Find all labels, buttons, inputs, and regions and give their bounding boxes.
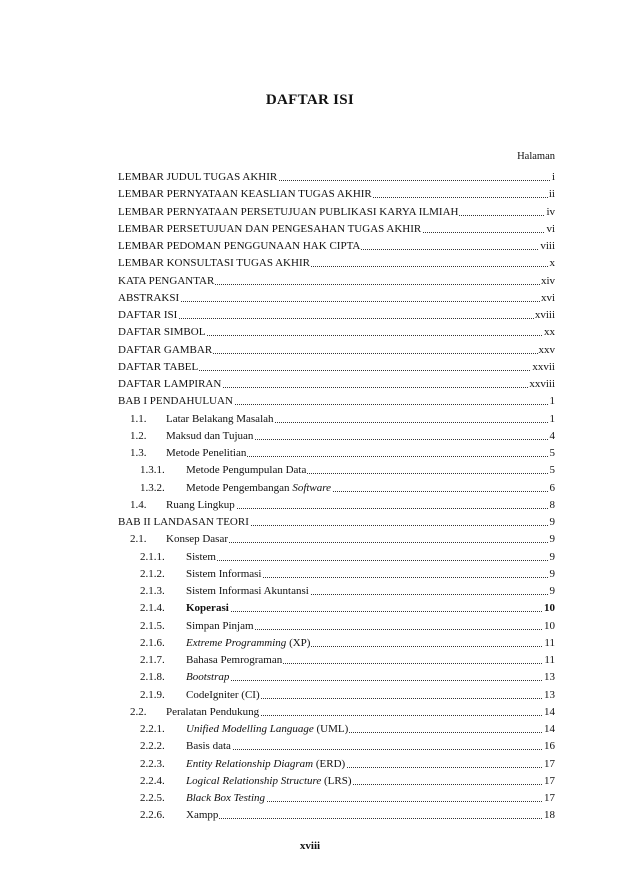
toc-entry-page: 8	[549, 498, 555, 511]
toc-entry	[0, 289, 620, 305]
toc-entry-page: vi	[546, 222, 555, 235]
toc-entry	[0, 806, 620, 822]
toc-entry-page: xviii	[534, 309, 555, 321]
toc-entry-page: 16	[544, 740, 555, 753]
toc-entry-page: 14	[544, 723, 555, 735]
toc-entry-page: xxvii	[532, 360, 555, 373]
toc-entry	[0, 789, 620, 805]
toc-entry-page: 5	[549, 447, 555, 459]
toc-entry-title: DAFTAR SIMBOL	[118, 326, 206, 339]
toc-entry-title: Bahasa Pemrograman	[186, 654, 283, 666]
toc-entry	[0, 686, 620, 702]
toc-entry	[0, 530, 620, 546]
toc-entry-title: Metode Pengumpulan Data	[186, 464, 307, 477]
toc-entry	[0, 341, 620, 357]
toc-entry-number: 1.3.	[130, 447, 147, 459]
toc-entry-page: 9	[549, 585, 555, 597]
toc-entry-number: 2.2.3.	[140, 757, 165, 770]
toc-entry-number: 2.2.5.	[140, 792, 165, 804]
toc-entry-page: 11	[544, 654, 555, 666]
toc-entry	[0, 427, 620, 443]
toc-entry-page: 13	[544, 671, 555, 684]
toc-entry	[0, 375, 620, 391]
toc-entry	[0, 513, 620, 529]
toc-entry-number: 1.3.1.	[140, 464, 165, 477]
toc-entry-number: 1.3.2.	[140, 481, 165, 494]
toc-entry-title: Konsep Dasar	[166, 533, 229, 546]
toc-entry-page: 13	[544, 688, 555, 701]
toc-entry-title: Sistem Informasi	[186, 567, 262, 580]
toc-entry-page: x	[549, 257, 555, 270]
toc-entry-title: BAB II LANDASAN TEORI	[118, 516, 249, 528]
toc-entry	[0, 272, 620, 288]
toc-entry-title: Ruang Lingkup	[166, 498, 235, 511]
toc-entry-page: 9	[549, 516, 555, 528]
toc-entry	[0, 651, 620, 667]
toc-entry-title: DAFTAR LAMPIRAN	[118, 378, 222, 390]
toc-entry-page: xiv	[540, 274, 555, 287]
toc-entry	[0, 220, 620, 236]
toc-entry	[0, 720, 620, 736]
toc-leader-dots	[186, 611, 554, 612]
toc-entry-number: 2.1.4.	[140, 602, 165, 615]
toc-entry	[0, 755, 620, 771]
toc-entry-title: LEMBAR PERNYATAAN PERSETUJUAN PUBLIKASI KARYA ILMIAH	[118, 205, 459, 218]
toc-entry-title: Basis data	[186, 740, 231, 753]
toc-entry-page: 6	[549, 481, 555, 494]
toc-entry-number: 2.1.3.	[140, 585, 165, 597]
toc-entry-page: 14	[544, 705, 555, 718]
toc-entry-number: 2.1.8.	[140, 671, 165, 684]
toc-entry-title: BAB I PENDAHULUAN	[118, 395, 233, 408]
toc-entry	[0, 668, 620, 684]
toc-entry-title: Sistem	[186, 550, 216, 563]
toc-entry-page: 9	[549, 567, 555, 580]
toc-entry-page: 9	[549, 533, 555, 546]
toc-entry	[0, 703, 620, 719]
halaman-label: Halaman	[517, 151, 555, 162]
toc-entry	[0, 496, 620, 512]
toc-entry-number: 2.1.2.	[140, 567, 165, 580]
toc-entry-title: KATA PENGANTAR	[118, 274, 215, 287]
toc-entry-number: 1.2.	[130, 429, 147, 442]
toc-entry	[0, 461, 620, 477]
toc-entry-page: xxviii	[529, 378, 555, 390]
toc-entry-number: 2.1.5.	[140, 619, 165, 632]
toc-entry	[0, 410, 620, 426]
toc-entry-page: 10	[544, 602, 555, 615]
toc-entry	[0, 306, 620, 322]
toc-entry-number: 1.4.	[130, 498, 147, 511]
toc-entry-title: Black Box Testing	[186, 792, 266, 804]
toc-entry-title: LEMBAR PERNYATAAN KEASLIAN TUGAS AKHIR	[118, 188, 372, 201]
page-title: DAFTAR ISI	[265, 92, 355, 108]
toc-leader-dots	[186, 680, 554, 681]
toc-entry-title: Extreme Programming (XP)	[186, 636, 311, 649]
toc-entry	[0, 772, 620, 788]
toc-leader-dots	[186, 749, 554, 750]
toc-entry-title: ABSTRAKSI	[118, 291, 180, 304]
toc-entry-page: 10	[544, 619, 555, 632]
toc-entry	[0, 444, 620, 460]
toc-entry	[0, 254, 620, 270]
toc-entry-page: 5	[549, 464, 555, 477]
toc-entry-title: Unified Modelling Language (UML)	[186, 723, 349, 735]
toc-entry	[0, 358, 620, 374]
toc-entry-page: 17	[544, 757, 555, 770]
toc-leader-dots	[118, 318, 554, 319]
toc-entry	[0, 565, 620, 581]
toc-entry	[0, 548, 620, 564]
toc-entry-title: Peralatan Pendukung	[166, 705, 260, 718]
toc-entry-title: Koperasi	[186, 602, 229, 615]
toc-entry-title: Bootstrap	[186, 671, 230, 684]
toc-entry-page: 9	[549, 550, 555, 563]
toc-entry-title: Simpan Pinjam	[186, 619, 254, 632]
toc-leader-dots	[186, 560, 554, 561]
toc-entry-title: LEMBAR PEDOMAN PENGGUNAAN HAK CIPTA	[118, 240, 361, 252]
toc-leader-dots	[118, 301, 554, 302]
toc-entry-number: 1.1.	[130, 412, 147, 425]
toc-entry-number: 2.2.1.	[140, 723, 165, 735]
toc-entry-page: 1	[549, 412, 555, 425]
toc-entry-title: LEMBAR JUDUL TUGAS AKHIR	[118, 171, 278, 183]
toc-entry-page: xvi	[540, 291, 555, 304]
toc-entry-title: Logical Relationship Structure (LRS)	[186, 774, 352, 787]
toc-entry-title: CodeIgniter (CI)	[186, 688, 260, 701]
toc-entry-page: 11	[544, 636, 555, 649]
toc-entry-page: xx	[544, 326, 555, 339]
toc-entry-page: 1	[549, 395, 555, 408]
toc-entry-title: LEMBAR PERSETUJUAN DAN PENGESAHAN TUGAS AKHIR	[118, 222, 422, 235]
toc-entry-title: Entity Relationship Diagram (ERD)	[186, 757, 346, 770]
toc-entry-page: i	[551, 171, 555, 183]
toc-entry-page: 17	[544, 774, 555, 787]
toc-entry-page: 18	[544, 809, 555, 822]
toc-entry	[0, 479, 620, 495]
toc-entry-title: Xampp	[186, 809, 219, 822]
toc-entry	[0, 168, 620, 184]
toc-entry	[0, 737, 620, 753]
toc-entry-number: 2.2.6.	[140, 809, 165, 822]
toc-entry-number: 2.2.2.	[140, 740, 165, 753]
toc-entry	[0, 634, 620, 650]
toc-entry-number: 2.2.	[130, 705, 147, 718]
toc-entry-title: DAFTAR GAMBAR	[118, 343, 213, 356]
toc-entry-number: 2.1.	[130, 533, 147, 546]
toc-entry	[0, 582, 620, 598]
toc-entry-title: Maksud dan Tujuan	[166, 429, 254, 442]
toc-entry	[0, 599, 620, 615]
toc-entry-title: Latar Belakang Masalah	[166, 412, 274, 425]
toc-entry-title: Metode Penelitian	[166, 447, 247, 459]
toc-entry-title: LEMBAR KONSULTASI TUGAS AKHIR	[118, 257, 310, 270]
toc-entry-number: 2.1.1.	[140, 550, 165, 563]
toc-entry-page: iv	[546, 205, 555, 218]
toc-entry	[0, 237, 620, 253]
toc-entry-number: 2.2.4.	[140, 774, 165, 787]
toc-entry-page: 4	[549, 429, 555, 442]
page-number: xviii	[299, 840, 321, 852]
toc-entry-page: 17	[544, 792, 555, 804]
toc-entry-title: DAFTAR ISI	[118, 309, 178, 321]
toc-entry-page: xxv	[538, 343, 555, 356]
toc-entry-number: 2.1.9.	[140, 688, 165, 701]
toc-entry-page: viii	[540, 240, 555, 252]
toc-entry	[0, 323, 620, 339]
toc-entry-number: 2.1.6.	[140, 636, 165, 649]
toc-entry-title: Metode Pengembangan Software	[186, 481, 332, 494]
toc-entry-title: DAFTAR TABEL	[118, 360, 199, 373]
toc-entry-page: ii	[548, 188, 555, 201]
toc-entry	[0, 617, 620, 633]
toc-leader-dots	[186, 818, 554, 819]
toc-entry	[0, 203, 620, 219]
toc-entry-number: 2.1.7.	[140, 654, 165, 666]
toc-entry-title: Sistem Informasi Akuntansi	[186, 585, 309, 597]
toc-entry	[0, 185, 620, 201]
toc-entry	[0, 392, 620, 408]
